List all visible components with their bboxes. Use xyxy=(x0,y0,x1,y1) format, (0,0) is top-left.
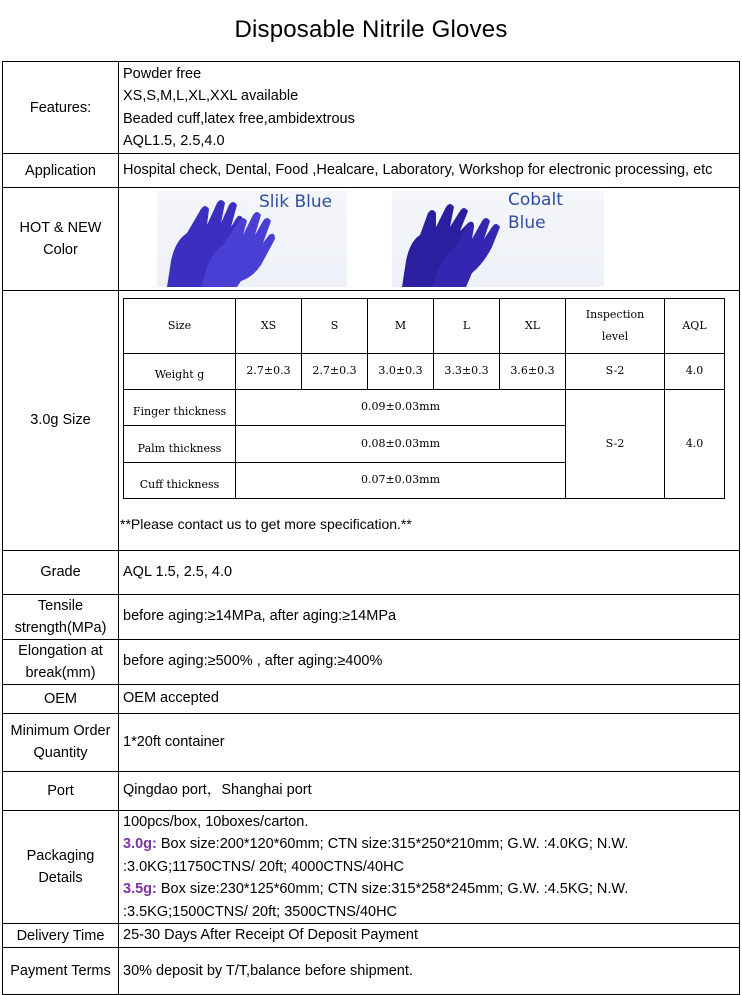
grade-value: AQL 1.5, 2.5, 4.0 xyxy=(119,550,740,594)
thickness-aql: 4.0 xyxy=(665,390,725,499)
color-options xyxy=(119,188,740,291)
elongation-value: before aging:≥500% , after aging:≥400% xyxy=(119,639,740,684)
size-header: S xyxy=(302,299,368,354)
packaging-text: Box size:200*120*60mm; CTN size:315*250*210mm; G.W. :4.0KG; N.W. :3.0KG;11750CTNS/ 20ft; 4000CTNS/40HC xyxy=(123,836,629,875)
feature-line: Beaded cuff,latex free,ambidextrous xyxy=(123,110,355,127)
tensile-label: Tensile strength(MPa) xyxy=(3,594,119,639)
size-header: AQL xyxy=(665,299,725,354)
slik-blue-label: Slik Blue xyxy=(259,192,333,212)
packaging-row xyxy=(3,810,740,924)
cobalt-blue-swatch xyxy=(392,191,604,287)
spec-note: **Please contact us to get more specification.** xyxy=(120,516,412,532)
moq-label: Minimum Order Quantity xyxy=(3,713,119,771)
features-label: Features: xyxy=(3,62,119,154)
thickness-inspection: S-2 xyxy=(566,390,665,499)
size-row xyxy=(3,291,740,551)
weight-value: 3.0±0.3 xyxy=(368,354,434,390)
elongation-label: Elongation at break(mm) xyxy=(3,639,119,684)
color-label-line: HOT & NEW xyxy=(19,220,102,236)
packaging-label: Packaging Details xyxy=(3,810,119,924)
weight-value: 2.7±0.3 xyxy=(236,354,302,390)
payment-value: 30% deposit by T/T,balance before shipment. xyxy=(119,948,740,995)
size-header: Inspection level xyxy=(566,299,665,354)
port-value: Qingdao port，Shanghai port xyxy=(119,771,740,810)
finger-thickness-value: 0.09±0.03mm xyxy=(236,390,566,426)
color-label-line: Color xyxy=(43,242,78,258)
payment-row xyxy=(3,948,740,995)
delivery-value: 25-30 Days After Receipt Of Deposit Payment xyxy=(119,924,740,948)
packaging-3g xyxy=(123,833,735,878)
size-value xyxy=(119,291,740,551)
size-header: XL xyxy=(500,299,566,354)
oem-value: OEM accepted xyxy=(119,684,740,713)
moq-row xyxy=(3,713,740,771)
weight-value: 3.3±0.3 xyxy=(434,354,500,390)
port-row xyxy=(3,771,740,810)
feature-line: XS,S,M,L,XL,XXL available xyxy=(123,88,299,104)
slik-blue-swatch xyxy=(157,191,347,287)
weight-value: 3.6±0.3 xyxy=(500,354,566,390)
packaging-35g xyxy=(123,878,735,923)
application-row xyxy=(3,154,740,188)
features-row xyxy=(3,62,740,154)
cuff-thickness-value: 0.07±0.03mm xyxy=(236,463,566,499)
weight-aql: 4.0 xyxy=(665,354,725,390)
grade-row xyxy=(3,550,740,594)
weight-value: 2.7±0.3 xyxy=(302,354,368,390)
size-header: Size xyxy=(124,299,236,354)
delivery-row xyxy=(3,924,740,948)
moq-value: 1*20ft container xyxy=(119,713,740,771)
weight-label: Weight g xyxy=(124,354,236,390)
palm-thickness-value: 0.08±0.03mm xyxy=(236,426,566,463)
size-label: 3.0g Size xyxy=(3,291,119,551)
size-header: M xyxy=(368,299,434,354)
application-value: Hospital check, Dental, Food ,Healcare, Laboratory, Workshop for electronic processing, etc xyxy=(119,154,740,188)
oem-row xyxy=(3,684,740,713)
palm-thickness-label: Palm thickness xyxy=(124,426,236,463)
packaging-line: 100pcs/box, 10boxes/carton. xyxy=(123,813,309,830)
port-label: Port xyxy=(3,771,119,810)
color-label xyxy=(3,188,119,291)
size-header: XS xyxy=(236,299,302,354)
features-value xyxy=(119,62,740,154)
application-label: Application xyxy=(3,154,119,188)
packaging-text: Box size:230*125*60mm; CTN size:315*258*245mm; G.W. :4.5KG; N.W. :3.5KG;1500CTNS/ 20ft; 3500CTNS/40HC xyxy=(123,881,629,920)
feature-line: Powder free xyxy=(123,65,202,82)
payment-label: Payment Terms xyxy=(3,948,119,995)
size-header: L xyxy=(434,299,500,354)
packaging-tag: 3.0g: xyxy=(123,836,157,852)
packaging-value xyxy=(119,810,740,924)
feature-line: AQL1.5, 2.5,4.0 xyxy=(123,133,225,149)
delivery-label: Delivery Time xyxy=(3,924,119,948)
spec-table xyxy=(2,61,740,995)
size-spec-table xyxy=(123,298,725,499)
page-title: Disposable Nitrile Gloves xyxy=(234,16,508,43)
oem-label: OEM xyxy=(3,684,119,713)
elongation-row xyxy=(3,639,740,684)
grade-label: Grade xyxy=(3,550,119,594)
weight-inspection: S-2 xyxy=(566,354,665,390)
color-row xyxy=(3,188,740,291)
finger-thickness-label: Finger thickness xyxy=(124,390,236,426)
cuff-thickness-label: Cuff thickness xyxy=(124,463,236,499)
tensile-row xyxy=(3,594,740,639)
tensile-value: before aging:≥14MPa, after aging:≥14MPa xyxy=(119,594,740,639)
cobalt-blue-label: Cobalt Blue xyxy=(508,191,563,233)
packaging-tag: 3.5g: xyxy=(123,881,157,897)
